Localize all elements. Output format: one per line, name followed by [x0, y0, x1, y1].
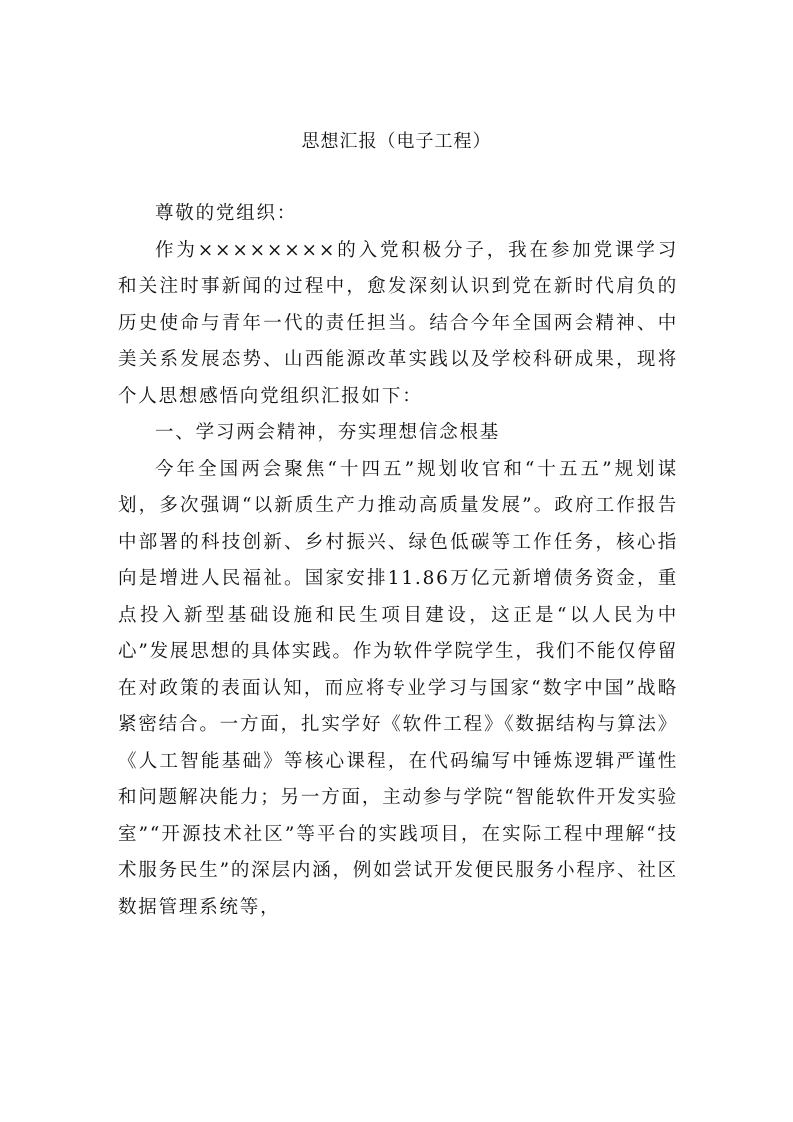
body-paragraph: 今年全国两会聚焦“十四五”规划收官和“十五五”规划谋划，多次强调“以新质生产力推动高质量发展”。政府工作报告中部署的科技创新、乡村振兴、绿色低碳等工作任务，核心指向是增进人民福祉。国家安排11.86万亿元新增债务资金，重点投入新型基础设施和民生项目建设，这正是“以人民为中心”发展思想的具体实践。作为软件学院学生，我们不能仅停留在对政策的表面认知，而应将专业学习与国家“数字中国”战略紧密结合。一方面，扎实学好《软件工程》《数据结构与算法》《人工智能基础》等核心课程，在代码编写中锤炼逻辑严谨性和问题解决能力；另一方面，主动参与学院“智能软件开发实验室”“开源技术社区”等平台的实践项目，在实际工程中理解“技术服务民生”的深层内涵，例如尝试开发便民服务小程序、社区数据管理系统等， — [118, 458, 678, 918]
document-body — [118, 196, 678, 926]
section-heading: 一、学习两会精神，夯实理想信念根基 — [155, 422, 501, 443]
document-title: 思想汇报（电子工程） — [301, 131, 492, 152]
intro-paragraph: 作为××××××××的入党积极分子，我在参加党课学习和关注时事新闻的过程中，愈发深刻认识到党在新时代肩负的历史使命与青年一代的责任担当。结合今年全国两会精神、中美关系发展态势、山西能源改革实践以及学校科研成果，现将个人思想感悟向党组织汇报如下： — [118, 239, 678, 407]
salutation: 尊敬的党组织： — [155, 203, 298, 224]
